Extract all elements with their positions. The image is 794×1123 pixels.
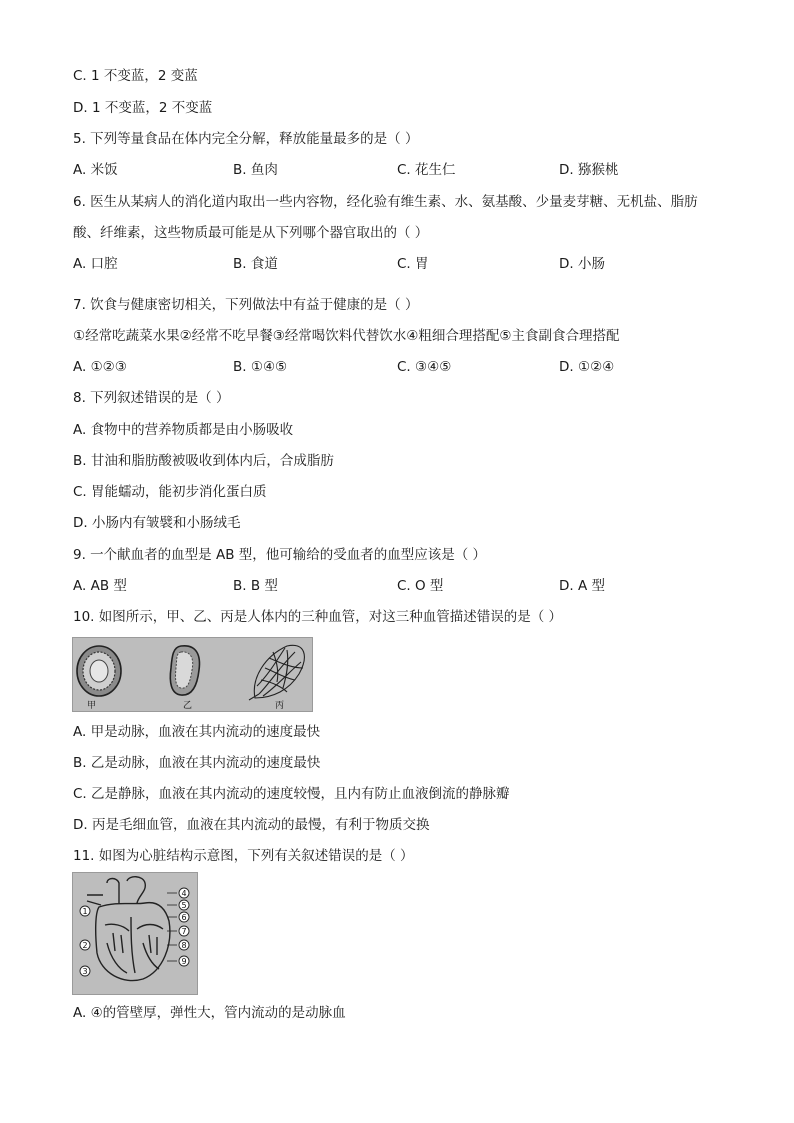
q7-option-a[interactable]: A. ①②③: [73, 359, 127, 375]
label-yi: 乙: [183, 701, 193, 711]
q7-option-c[interactable]: C. ③④⑤: [397, 359, 452, 375]
q8-option-a[interactable]: A. 食物中的营养物质都是由小肠吸收: [73, 422, 294, 438]
heart-label-7: 7: [181, 927, 187, 936]
question-9: 9. 一个献血者的血型是 AB 型，他可输给的受血者的血型应该是（ ）: [73, 547, 487, 563]
q5-option-c[interactable]: C. 花生仁: [397, 162, 456, 178]
q8-option-b[interactable]: B. 甘油和脂肪酸被吸收到体内后，合成脂肪: [73, 453, 334, 469]
q9-option-a[interactable]: A. AB 型: [73, 578, 127, 594]
vessel-yi-image: [170, 646, 199, 695]
q5-option-a[interactable]: A. 米饭: [73, 162, 118, 178]
heart-label-5: 5: [181, 901, 187, 910]
q10-option-a[interactable]: A. 甲是动脉，血液在其内流动的速度最快: [73, 724, 321, 740]
q10-option-b[interactable]: B. 乙是动脉，血液在其内流动的速度最快: [73, 755, 321, 771]
q8-option-d[interactable]: D. 小肠内有皱襞和小肠绒毛: [73, 515, 241, 531]
q9-option-c[interactable]: C. O 型: [397, 578, 444, 594]
heart-label-8: 8: [181, 941, 187, 950]
q10-option-d[interactable]: D. 丙是毛细血管，血液在其内流动的最慢，有利于物质交换: [73, 817, 430, 833]
q6-option-a[interactable]: A. 口腔: [73, 256, 118, 272]
q6-option-b[interactable]: B. 食道: [233, 256, 278, 272]
blood-vessels-svg: [73, 638, 312, 711]
q8-option-c[interactable]: C. 胃能蠕动，能初步消化蛋白质: [73, 484, 267, 500]
option-c-line: C. 1 不变蓝，2 变蓝: [73, 68, 198, 84]
heart-number-labels: [80, 888, 189, 976]
q7-option-b[interactable]: B. ①④⑤: [233, 359, 288, 375]
question-7-statements: ①经常吃蔬菜水果②经常不吃早餐③经常喝饮料代替饮水④粗细合理搭配⑤主食副食合理搭配: [73, 328, 620, 344]
heart-label-6: 6: [181, 913, 187, 922]
q6-option-c[interactable]: C. 胃: [397, 256, 429, 272]
question-5: 5. 下列等量食品在体内完全分解，释放能量最多的是（ ）: [73, 131, 419, 147]
q5-option-d[interactable]: D. 猕猴桃: [559, 162, 619, 178]
question-7: 7. 饮食与健康密切相关，下列做法中有益于健康的是（ ）: [73, 297, 419, 313]
label-bing: 丙: [275, 701, 285, 711]
q5-option-b[interactable]: B. 鱼肉: [233, 162, 278, 178]
blood-vessels-figure: [72, 637, 313, 712]
question-6-line1: 6. 医生从某病人的消化道内取出一些内容物，经化验有维生素、水、氨基酸、少量麦芽糖、无机盐、脂肪: [73, 194, 698, 210]
q7-option-d[interactable]: D. ①②④: [559, 359, 615, 375]
q9-option-d[interactable]: D. A 型: [559, 578, 606, 594]
heart-label-2: 2: [82, 941, 88, 950]
heart-label-9: 9: [181, 957, 187, 966]
vessel-jia-image: [77, 646, 121, 696]
heart-label-1: 1: [82, 907, 88, 916]
question-6-line2: 酸、纤维素，这些物质最可能是从下列哪个器官取出的（ ）: [73, 225, 429, 241]
q6-option-d[interactable]: D. 小肠: [559, 256, 605, 272]
heart-outline: [87, 877, 170, 981]
q9-option-b[interactable]: B. B 型: [233, 578, 278, 594]
q11-option-a[interactable]: A. ④的管壁厚，弹性大，管内流动的是动脉血: [73, 1005, 346, 1021]
question-10: 10. 如图所示，甲、乙、丙是人体内的三种血管，对这三种血管描述错误的是（ ）: [73, 609, 563, 625]
heart-label-3: 3: [82, 967, 88, 976]
heart-structure-svg: [73, 873, 197, 994]
question-11: 11. 如图为心脏结构示意图，下列有关叙述错误的是（ ）: [73, 848, 414, 864]
question-8: 8. 下列叙述错误的是（ ）: [73, 390, 230, 406]
vessel-bing-image: [249, 645, 304, 700]
option-d-line: D. 1 不变蓝，2 不变蓝: [73, 100, 213, 116]
heart-structure-figure: [72, 872, 198, 995]
heart-label-4: 4: [181, 889, 187, 898]
q10-option-c[interactable]: C. 乙是静脉，血液在其内流动的速度较慢，且内有防止血液倒流的静脉瓣: [73, 786, 510, 802]
label-jia: 甲: [87, 701, 97, 711]
